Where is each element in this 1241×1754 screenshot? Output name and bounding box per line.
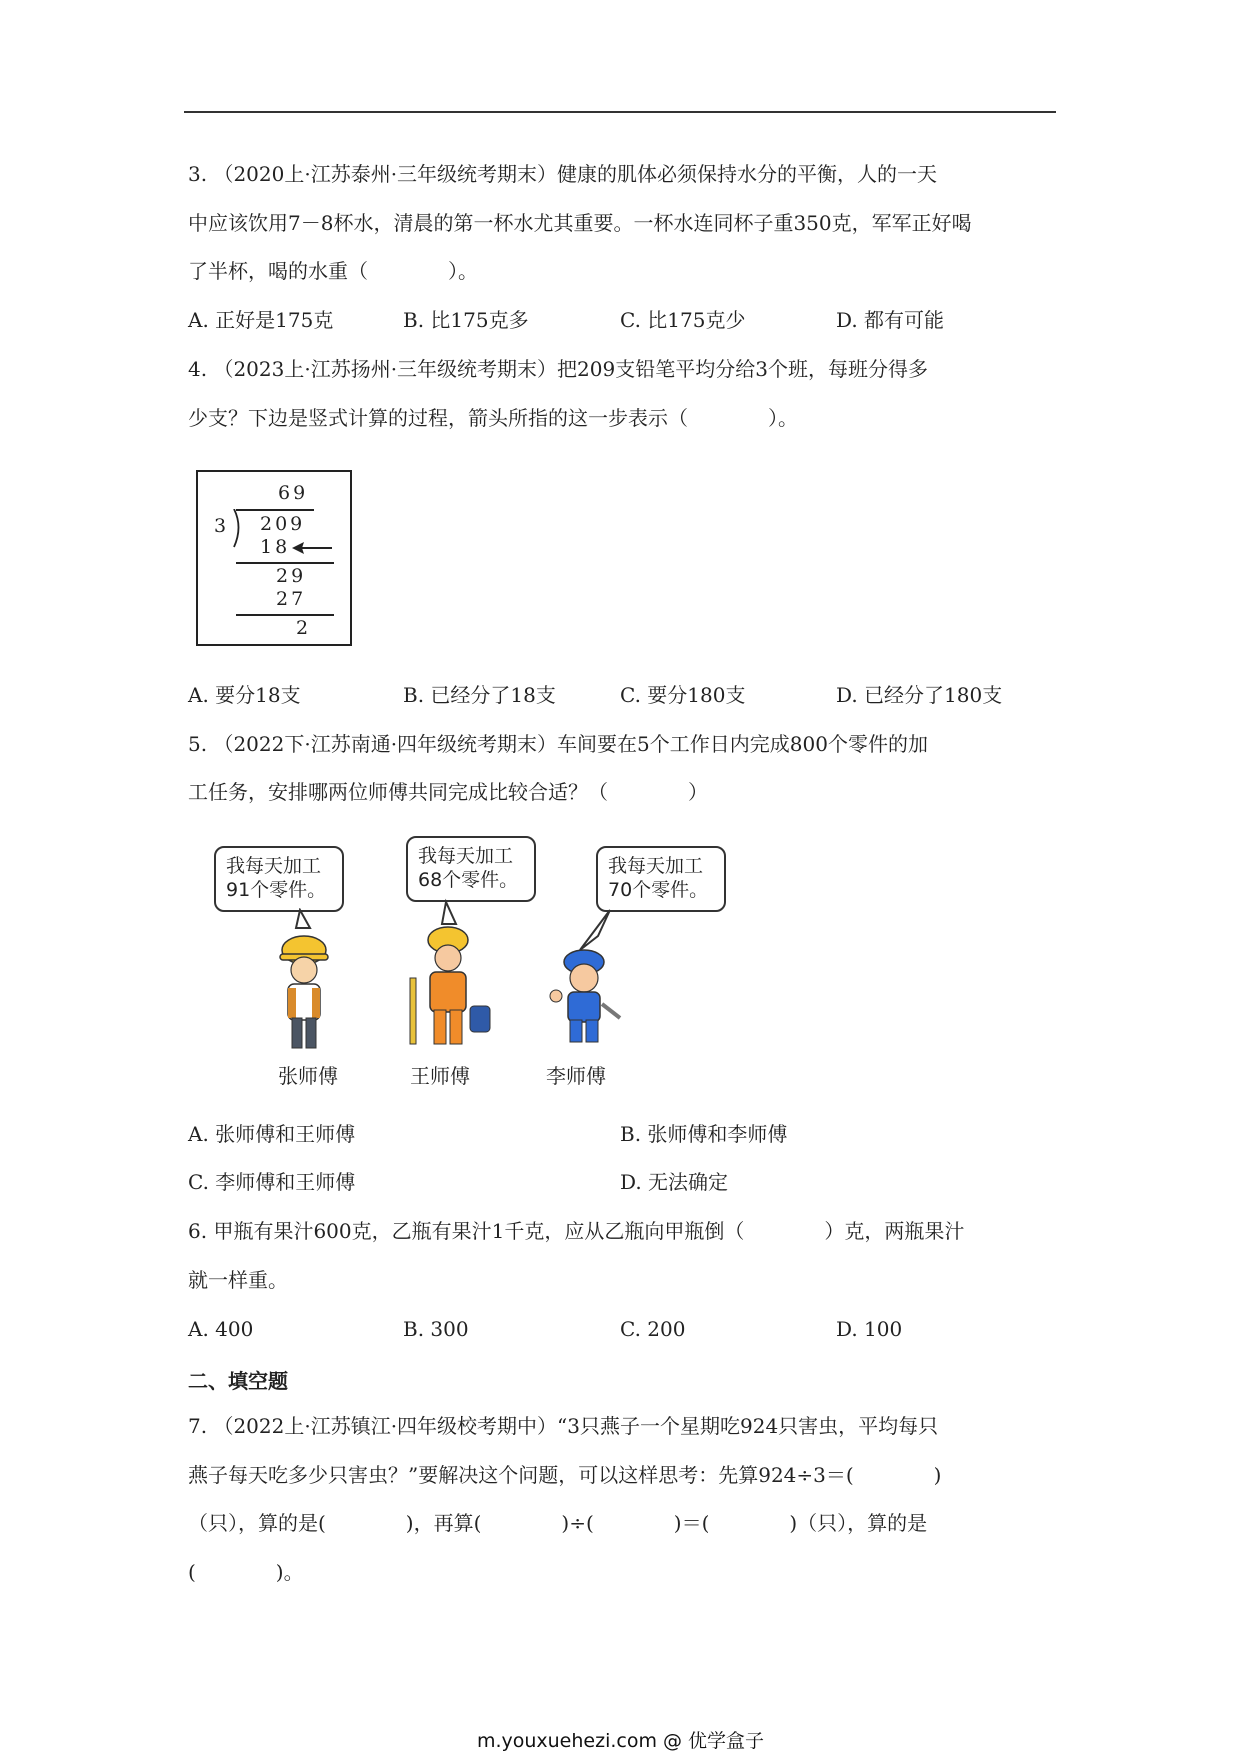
division-remainder1: 29 xyxy=(276,565,307,587)
q3-option-b[interactable]: B. 比175克多 xyxy=(403,308,529,332)
arrow-icon xyxy=(290,540,334,556)
division-quotient: 69 xyxy=(278,482,309,504)
division-dividend: 209 xyxy=(260,513,306,535)
q4-option-b[interactable]: B. 已经分了18支 xyxy=(403,683,556,707)
division-step2: 27 xyxy=(276,588,307,610)
q6-option-d[interactable]: D. 100 xyxy=(836,1317,903,1341)
worker-wang-bubble xyxy=(406,836,536,902)
division-rule-2 xyxy=(236,614,334,616)
division-rule-1 xyxy=(236,562,334,564)
q5-option-c[interactable]: C. 李师傅和王师傅 xyxy=(188,1170,356,1194)
q4-option-c[interactable]: C. 要分180支 xyxy=(620,683,746,707)
q5-option-b[interactable]: B. 张师傅和李师傅 xyxy=(620,1122,788,1146)
q6-line-1: 6. 甲瓶有果汁600克，乙瓶有果汁1千克，应从乙瓶向甲瓶倒（ ）克，两瓶果汁 xyxy=(188,1219,965,1243)
worker-wang-figure xyxy=(400,898,500,1058)
header-rule xyxy=(184,111,1056,113)
q5-option-a[interactable]: A. 张师傅和王师傅 xyxy=(188,1122,356,1146)
q7-line-2: 燕子每天吃多少只害虫？”要解决这个问题，可以这样思考：先算924÷3＝( ) xyxy=(188,1463,942,1487)
worker-zhang-bubble-line2: 91个零件。 xyxy=(226,879,327,901)
division-divisor: 3 xyxy=(214,515,230,537)
worker-li-figure xyxy=(540,908,640,1048)
division-remainder: 2 xyxy=(296,617,312,639)
q3-option-d[interactable]: D. 都有可能 xyxy=(836,308,945,332)
q5-line-1: 5. （2022下·江苏南通·四年级统考期末）车间要在5个工作日内完成800个零件的加 xyxy=(188,732,928,756)
worker-zhang-name: 张师傅 xyxy=(278,1064,338,1088)
worker-li-bubble xyxy=(596,846,726,912)
worker-li-name: 李师傅 xyxy=(546,1064,606,1088)
worker-li-bubble-line1: 我每天加工 xyxy=(608,855,704,877)
worker-zhang-bubble-line1: 我每天加工 xyxy=(226,855,322,877)
footer-watermark: m.youxuehezi.com @ 优学盒子 xyxy=(476,1730,765,1752)
q6-option-c[interactable]: C. 200 xyxy=(620,1317,686,1341)
q7-line-4: ( )。 xyxy=(188,1560,304,1584)
division-top-bar xyxy=(236,509,314,511)
q6-option-b[interactable]: B. 300 xyxy=(403,1317,469,1341)
worker-wang-bubble-line2: 68个零件。 xyxy=(418,869,519,891)
q4-line-2: 少支？下边是竖式计算的过程，箭头所指的这一步表示（ ）。 xyxy=(188,406,798,430)
q7-line-3: （只），算的是( )，再算( )÷( )＝( )（只），算的是 xyxy=(188,1511,928,1535)
q5-option-d[interactable]: D. 无法确定 xyxy=(620,1170,729,1194)
q3-option-a[interactable]: A. 正好是175克 xyxy=(188,308,334,332)
q7-line-1: 7. （2022上·江苏镇江·四年级校考期中）“3只燕子一个星期吃924只害虫，平均每只 xyxy=(188,1414,939,1438)
q6-line-2: 就一样重。 xyxy=(188,1268,288,1292)
q4-option-d[interactable]: D. 已经分了180支 xyxy=(836,683,1003,707)
q3-line-1: 3. （2020上·江苏泰州·三年级统考期末）健康的肌体必须保持水分的平衡，人的一天 xyxy=(188,162,938,186)
division-step1: 18 xyxy=(260,536,291,558)
q6-option-a[interactable]: A. 400 xyxy=(188,1317,254,1341)
worker-zhang-figure xyxy=(240,908,340,1058)
worker-zhang-bubble xyxy=(214,846,344,912)
worker-wang-bubble-line1: 我每天加工 xyxy=(418,845,514,867)
worker-wang-name: 王师傅 xyxy=(410,1064,470,1088)
q3-option-c[interactable]: C. 比175克少 xyxy=(620,308,746,332)
q4-option-a[interactable]: A. 要分18支 xyxy=(188,683,301,707)
q4-line-1: 4. （2023上·江苏扬州·三年级统考期末）把209支铅笔平均分给3个班，每班分得多 xyxy=(188,357,928,381)
q3-line-3: 了半杯，喝的水重（ ）。 xyxy=(188,259,478,283)
long-division-figure xyxy=(196,470,352,646)
q5-line-2: 工任务，安排哪两位师傅共同完成比较合适？（ ） xyxy=(188,780,708,804)
worker-li-bubble-line2: 70个零件。 xyxy=(608,879,709,901)
section-fill-in-title: 二、填空题 xyxy=(188,1369,288,1393)
q3-line-2: 中应该饮用7－8杯水，清晨的第一杯水尤其重要。一杯水连同杯子重350克，军军正好喝 xyxy=(188,211,972,235)
division-bracket xyxy=(232,509,244,549)
